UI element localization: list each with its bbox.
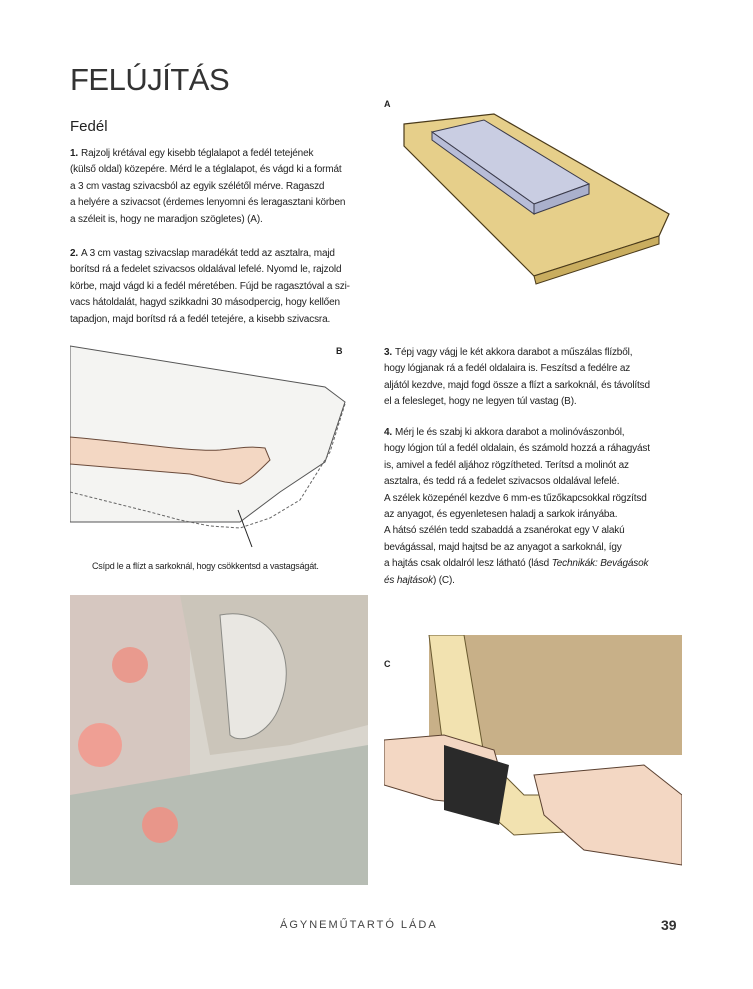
flower-motif xyxy=(78,723,122,767)
text-line: (külső oldal) közepére. Mérd le a téglalapot, és vágd ki a formát xyxy=(70,164,342,176)
text-line: tapadjon, majd borítsd rá a fedél tetejére, a kisebb szivacsra. xyxy=(70,313,331,325)
text-line: ) (C). xyxy=(432,574,455,586)
text-line: Mérj le és szabj ki akkora darabot a molinóvászonból, xyxy=(395,427,625,438)
figure-a-label: A xyxy=(384,99,391,109)
step-1-text xyxy=(70,146,375,228)
text-line: Rajzolj krétával egy kisebb téglalapot a fedél tetejének xyxy=(81,148,314,159)
text-line: körbe, majd vágd ki a fedél méretében. Fújd be ragasztóval a szi- xyxy=(70,280,350,292)
step-2-text xyxy=(70,246,375,328)
text-line: A 3 cm vastag szivacslap maradékát tedd az asztalra, majd xyxy=(81,248,335,259)
fabric-photo xyxy=(70,595,368,885)
text-line: borítsd rá a fedelet szivacsos oldalával lefelé. Nyomd le, rajzold xyxy=(70,264,342,276)
page-footer xyxy=(0,919,753,939)
text-line: a hajtás csak oldalról lesz látható (lásd xyxy=(384,558,552,570)
figure-b-label: B xyxy=(336,346,343,356)
step-number: 2. xyxy=(70,248,79,259)
text-line: az anyagot, és egyenletesen haladj a sarkok irányába. xyxy=(384,509,618,521)
wadding-layer xyxy=(70,346,345,522)
text-line: aljától kezdve, majd fogd össze a flízt a sarkoknál, és távolítsd xyxy=(384,379,650,391)
text-line: a helyére a szivacsot (érdemes lenyomni és leragasztani körben xyxy=(70,197,346,209)
text-line: hogy lógjanak rá a fedél oldalaira is. Feszítsd a fedélre az xyxy=(384,363,631,375)
text-line: asztalra, és tedd rá a fedelet szivacsos oldalával lefelé. xyxy=(384,476,620,488)
figure-c-label: C xyxy=(384,659,391,669)
cross-reference: és hajtások xyxy=(384,574,433,586)
footer-title: ÁGYNEMŰTARTÓ LÁDA xyxy=(280,919,438,931)
text-line: vacs hátoldalát, hagyd szikkadni 30 másodpercig, hogy kellően xyxy=(70,297,340,309)
figure-a-illustration xyxy=(384,96,684,286)
step-number: 3. xyxy=(384,347,393,358)
page-number: 39 xyxy=(661,917,677,933)
flower-motif xyxy=(142,807,178,843)
step-number: 1. xyxy=(70,148,79,159)
step-number: 4. xyxy=(384,427,393,438)
figure-b-caption: Csípd le a flízt a sarkoknál, hogy csökkentsd a vastagságát. xyxy=(92,561,319,571)
text-line: A hátsó szélén tedd szabaddá a zsanérokat egy V alakú xyxy=(384,525,625,537)
text-line: hogy lógjon túl a fedél oldalain, és számold hozzá a ráhagyást xyxy=(384,443,650,455)
right-hand xyxy=(534,765,682,865)
text-line: a széleit is, hogy ne maradjon szögletes) (A). xyxy=(70,213,263,225)
cross-reference: Technikák: Bevágások xyxy=(551,558,649,570)
figure-c-illustration xyxy=(384,635,682,885)
section-heading: Fedél xyxy=(70,118,108,135)
staple-gun xyxy=(444,745,509,825)
text-line: a 3 cm vastag szivacsból az egyik szélétől mérve. Ragaszd xyxy=(70,180,325,192)
text-line: Tépj vagy vágj le két akkora darabot a műszálas flízből, xyxy=(395,347,633,358)
flower-motif xyxy=(112,647,148,683)
step-4-text xyxy=(384,425,684,589)
text-line: el a felesleget, hogy ne legyen túl vastag (B). xyxy=(384,396,577,408)
step-3-text xyxy=(384,345,684,411)
text-line: bevágással, majd hajtsd be az anyagot a sarkoknál, így xyxy=(384,541,622,553)
figure-b-illustration xyxy=(70,342,355,552)
text-line: A szélek közepénél kezdve 6 mm-es tűzőkapcsokkal rögzítsd xyxy=(384,492,647,504)
page-title: FELÚJÍTÁS xyxy=(70,62,230,97)
text-line: is, amivel a fedél aljához rögzítheted. Terítsd a molinót az xyxy=(384,459,629,471)
